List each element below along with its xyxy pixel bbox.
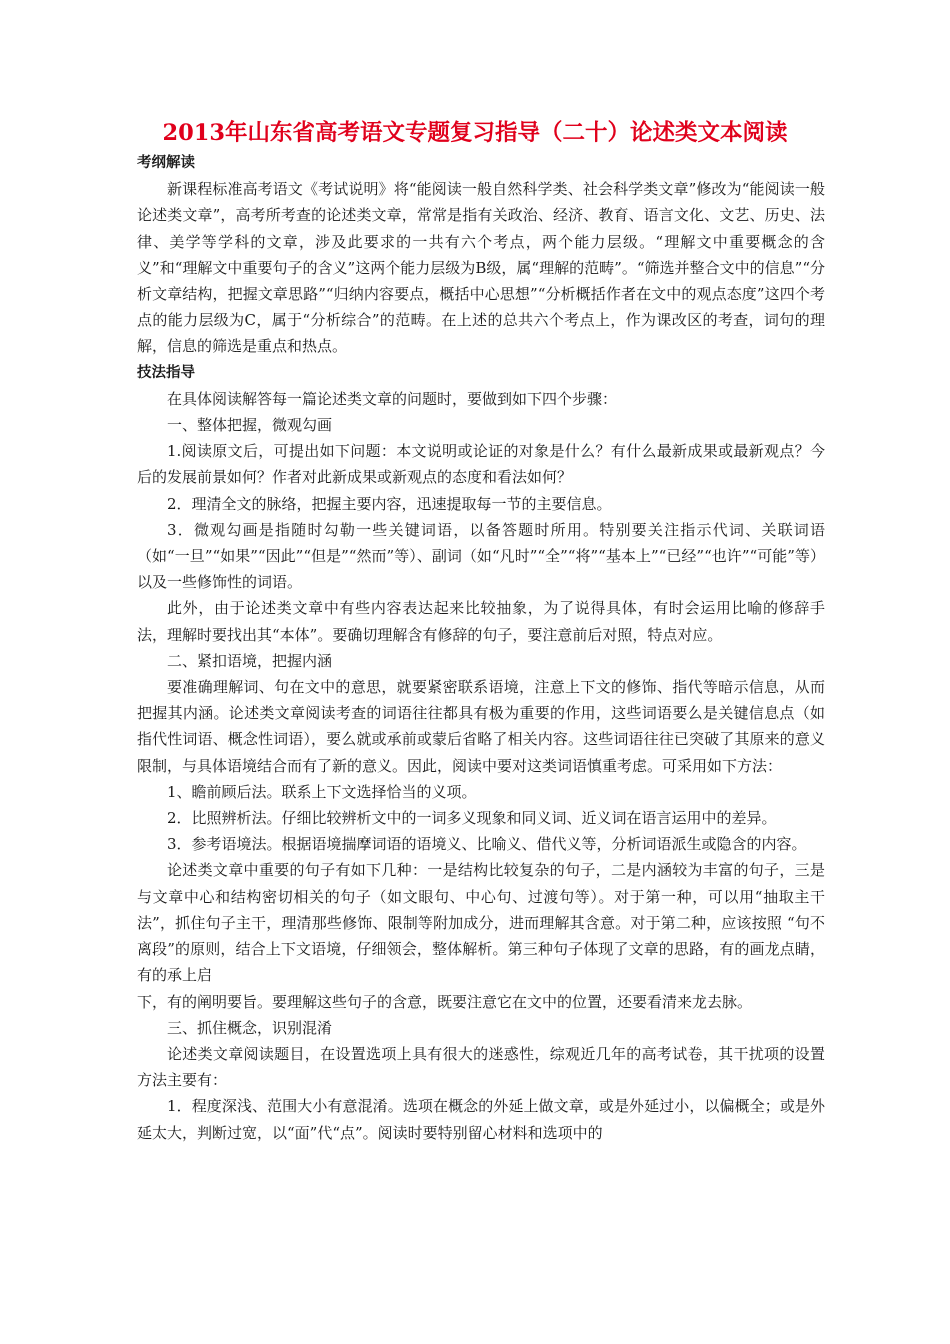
paragraph: 论述类文章中重要的句子有如下几种：一是结构比较复杂的句子，二是内涵较为丰富的句子，三是与文章中心和结构密切相关的句子（如文眼句、中心句、过渡句等）。对于第一种，可以用“抽取主干法”，抓住句子主干，理清那些修饰、限制等附加成分，进而理解其含意。对于第二种，应该按照 “句不离段”的原则，结合上下文语境，仔细领会，整体解析。第三种句子体现了文章的思路，有的画龙点睛，有的承上启 (137, 861, 825, 985)
paragraph: 此外，由于论述类文章中有些内容表达起来比较抽象，为了说得具体，有时会运用比喻的修辞手法，理解时要找出其“本体”。要确切理解含有修辞的句子，要注意前后对照，特点对应。 (137, 599, 825, 644)
method-item: 3．参考语境法。根据语境揣摩词语的语境义、比喻义、借代义等，分析词语派生或隐含的内容。 (167, 835, 807, 854)
document-title: 2013年山东省高考语文专题复习指导（二十）论述类文本阅读 (162, 120, 788, 146)
step-heading: 三、抓住概念，识别混淆 (167, 1018, 333, 1037)
method-item: 1、瞻前顾后法。联系上下文选择恰当的义项。 (167, 782, 477, 801)
method-item: 2．比照辨析法。仔细比较辨析文中的一词多义现象和同义词、近义词在语言运用中的差异。 (167, 809, 777, 828)
paragraph: 1．程度深浅、范围大小有意混淆。选项在概念的外延上做文章，或是外延过小，以偏概全；或是外延太大，判断过宽，以“面”代“点”。阅读时要特别留心材料和选项中的 (137, 1097, 825, 1142)
paragraph-continuation: 下，有的阐明要旨。要理解这些句子的含意，既要注意它在文中的位置，还要看清来龙去脉。 (137, 992, 753, 1011)
paragraph: 论述类文章阅读题目，在设置选项上具有很大的迷惑性，综观近几年的高考试卷，其干扰项的设置方法主要有： (137, 1044, 825, 1090)
paragraph: 要准确理解词、句在文中的意思，就要紧密联系语境，注意上下文的修饰、指代等暗示信息，从而把握其内涵。论述类文章阅读考查的词语往往都具有极为重要的作用，这些词语要么是关键信息点（如指代性词语、概念性词语），要么就或承前或蒙后省略了相关内容。这些词语往往已突破了其原来的意义限制，与具体语境结合而有了新的意义。因此，阅读中要对这类词语慎重考虑。可采用如下方法： (137, 678, 825, 775)
section-heading-exam-outline: 考纲解读 (137, 155, 195, 171)
paragraph: 3．微观勾画是指随时勾勒一些关键词语，以备答题时所用。特别要关注指示代词、关联词语（如“一旦”“如果”“因此”“但是”“然而”等）、副词（如“凡时”“全”“将”“基本上”“已经”“也许”“可能”等）以及一些修饰性的词语。 (137, 520, 825, 592)
step-heading: 二、紧扣语境，把握内涵 (167, 651, 333, 670)
paragraph: 2．理清全文的脉络，把握主要内容，迅速提取每一节的主要信息。 (167, 494, 612, 513)
document-body (137, 150, 825, 1146)
paragraph: 在具体阅读解答每一篇论述类文章的问题时，要做到如下四个步骤： (167, 389, 618, 408)
paragraph: 1.阅读原文后，可提出如下问题：本文说明或论证的对象是什么？有什么最新成果或最新观点？今后的发展前景如何？作者对此新成果或新观点的态度和看法如何？ (137, 442, 825, 487)
step-heading: 一、整体把握，微观勾画 (167, 416, 333, 435)
paragraph: 新课程标准高考语文《考试说明》将“能阅读一般自然科学类、社会科学类文章”修改为“能阅读一般论述类文章”，高考所考查的论述类文章，常常是指有关政治、经济、教育、语言文化、文艺、历史、法律、美学等学科的文章，涉及此要求的一共有六个考点，两个能力层级。“理解文中重要概念的含义”和“理解文中重要句子的含义”这两个能力层级为B级，属“理解的范畴”。“筛选并整合文中的信息”“分析文章结构，把握文章思路”“归纳内容要点，概括中心思想”“分析概括作者在文中的观点态度”这四个考点的能力层级为C，属于“分析综合”的范畴。在上述的总共六个考点上，作为课改区的考查，词句的理解，信息的筛选是重点和热点。 (137, 180, 825, 356)
section-heading-techniques: 技法指导 (137, 364, 195, 381)
